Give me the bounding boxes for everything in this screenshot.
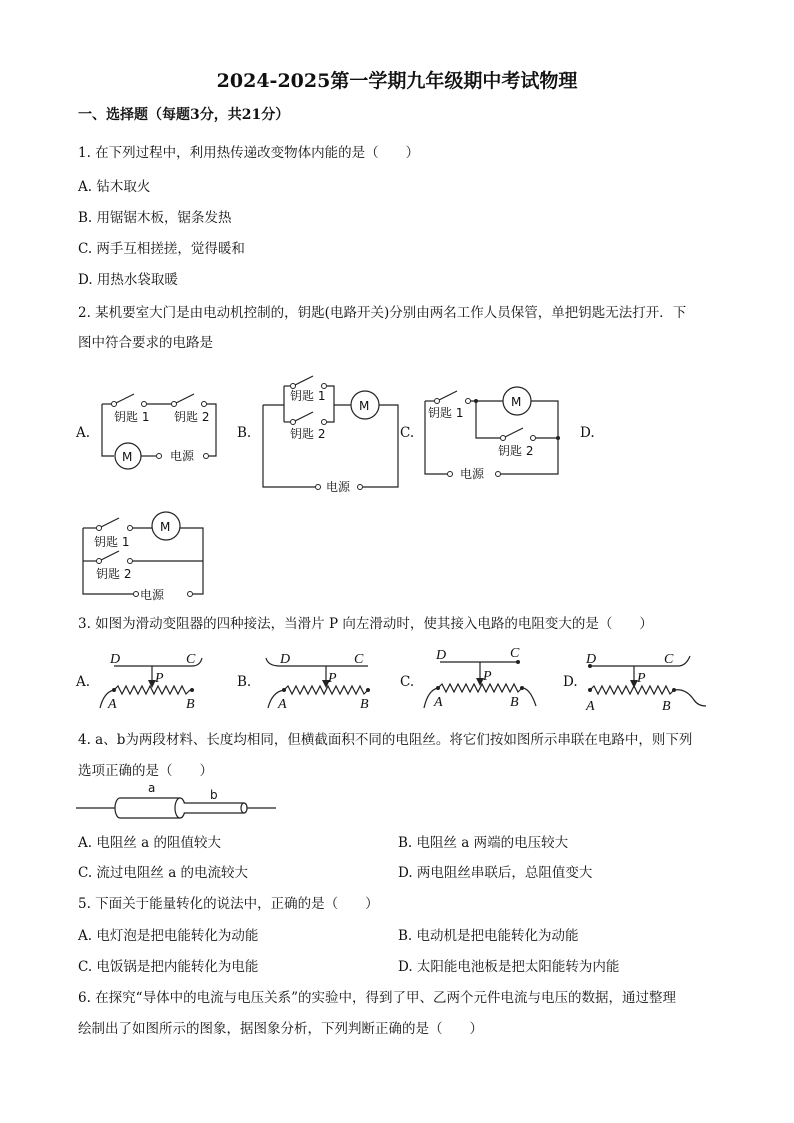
rheostat-b — [258, 648, 388, 713]
svg-text:C: C — [664, 652, 674, 667]
circuit-b — [260, 372, 410, 492]
q3-stem: 3. 如图为滑动变阻器的四种接法，当滑片 P 向左滑动时，使其接入电路的电阻变大的是（ ） — [78, 616, 653, 632]
svg-text:钥匙 1: 钥匙 1 — [94, 535, 130, 549]
q1-option-c: C. 两手互相搓搓，觉得暖和 — [78, 241, 245, 257]
q2-stem-line2: 图中符合要求的电路是 — [78, 335, 213, 351]
q1-option-a: A. 钻木取火 — [78, 179, 151, 195]
q3-label-b: B. — [237, 674, 252, 690]
q2-label-d: D. — [580, 425, 595, 441]
svg-text:钥匙 2: 钥匙 2 — [96, 567, 132, 581]
svg-text:钥匙 2: 钥匙 2 — [174, 410, 210, 424]
q5-option-a: A. 电灯泡是把电能转化为动能 — [78, 928, 259, 944]
svg-text:P: P — [637, 671, 646, 686]
svg-text:B: B — [662, 699, 671, 714]
q4-stem-line2: 选项正确的是（ ） — [78, 763, 213, 779]
q2-label-a: A. — [76, 425, 91, 441]
q4-stem-line1: 4. a、b为两段材料、长度均相同，但横截面积不同的电阻丝。将它们按如图所示串联在电路中，则下列 — [78, 732, 693, 748]
svg-text:A: A — [586, 699, 595, 714]
svg-text:P: P — [328, 671, 337, 686]
svg-text:电源: 电源 — [140, 588, 165, 602]
svg-text:M: M — [511, 395, 522, 409]
rheostat-d — [582, 648, 712, 713]
q4-option-a: A. 电阻丝 a 的阻值较大 — [78, 835, 221, 851]
q4-option-b: B. 电阻丝 a 两端的电压较大 — [398, 835, 569, 851]
svg-text:B: B — [510, 695, 519, 710]
svg-text:C: C — [186, 652, 196, 667]
svg-text:电源: 电源 — [170, 449, 195, 463]
svg-text:钥匙 1: 钥匙 1 — [290, 389, 326, 403]
circuit-c — [420, 384, 570, 484]
svg-text:B: B — [360, 697, 369, 712]
q3-label-a: A. — [76, 674, 91, 690]
svg-text:钥匙 2: 钥匙 2 — [498, 444, 534, 458]
svg-text:D: D — [110, 652, 121, 667]
svg-text:C: C — [510, 646, 520, 661]
svg-text:B: B — [186, 697, 195, 712]
svg-text:a: a — [148, 781, 156, 795]
svg-text:M: M — [160, 520, 171, 534]
q3-label-d: D. — [563, 674, 578, 690]
svg-text:钥匙 2: 钥匙 2 — [290, 427, 326, 441]
q2-stem-line1: 2. 某机要室大门是由电动机控制的，钥匙(电路开关)分别由两名工作人员保管，单把钥匙无法打开．下 — [78, 305, 687, 321]
q1-stem: 1. 在下列过程中，利用热传递改变物体内能的是（ ） — [78, 145, 420, 161]
svg-text:A: A — [108, 697, 117, 712]
page-title: 2024-2025第一学期九年级期中考试物理 — [216, 70, 578, 92]
svg-text:C: C — [354, 652, 364, 667]
q5-option-c: C. 电饭锅是把内能转化为电能 — [78, 959, 259, 975]
rheostat-a — [92, 648, 217, 713]
svg-text:M: M — [122, 450, 133, 464]
svg-text:D: D — [280, 652, 291, 667]
q5-option-b: B. 电动机是把电能转化为动能 — [398, 928, 579, 944]
svg-text:钥匙 1: 钥匙 1 — [428, 406, 464, 420]
svg-text:P: P — [483, 669, 492, 684]
q4-option-c: C. 流过电阻丝 a 的电流较大 — [78, 865, 249, 881]
svg-text:电源: 电源 — [460, 467, 485, 481]
q6-stem-line2: 绘制出了如图所示的图象，据图象分析，下列判断正确的是（ ） — [78, 1021, 483, 1037]
q1-option-d: D. 用热水袋取暖 — [78, 272, 178, 288]
svg-text:钥匙 1: 钥匙 1 — [114, 410, 150, 424]
q6-stem-line1: 6. 在探究“导体中的电流与电压关系”的实验中，得到了甲、乙两个元件电流与电压的数据，通过整理 — [78, 990, 676, 1006]
svg-text:D: D — [436, 648, 447, 663]
section-heading: 一、选择题（每题3分，共21分） — [78, 107, 290, 123]
svg-text:D: D — [586, 652, 597, 667]
svg-text:电源: 电源 — [326, 480, 351, 494]
rheostat-c — [418, 642, 548, 712]
q3-label-c: C. — [400, 674, 415, 690]
circuit-d — [78, 510, 218, 605]
q2-label-b: B. — [237, 425, 252, 441]
q5-option-d: D. 太阳能电池板是把太阳能转为内能 — [398, 959, 620, 975]
circuit-a — [96, 388, 226, 468]
svg-text:M: M — [359, 399, 370, 413]
q2-label-c: C. — [400, 425, 415, 441]
svg-text:A: A — [278, 697, 287, 712]
resistance-wires-figure — [76, 782, 281, 830]
svg-text:b: b — [210, 788, 218, 802]
q5-stem: 5. 下面关于能量转化的说法中，正确的是（ ） — [78, 896, 379, 912]
svg-text:P: P — [155, 671, 164, 686]
svg-text:A: A — [434, 695, 443, 710]
q1-option-b: B. 用锯锯木板，锯条发热 — [78, 210, 232, 226]
q4-option-d: D. 两电阻丝串联后，总阻值变大 — [398, 865, 593, 881]
